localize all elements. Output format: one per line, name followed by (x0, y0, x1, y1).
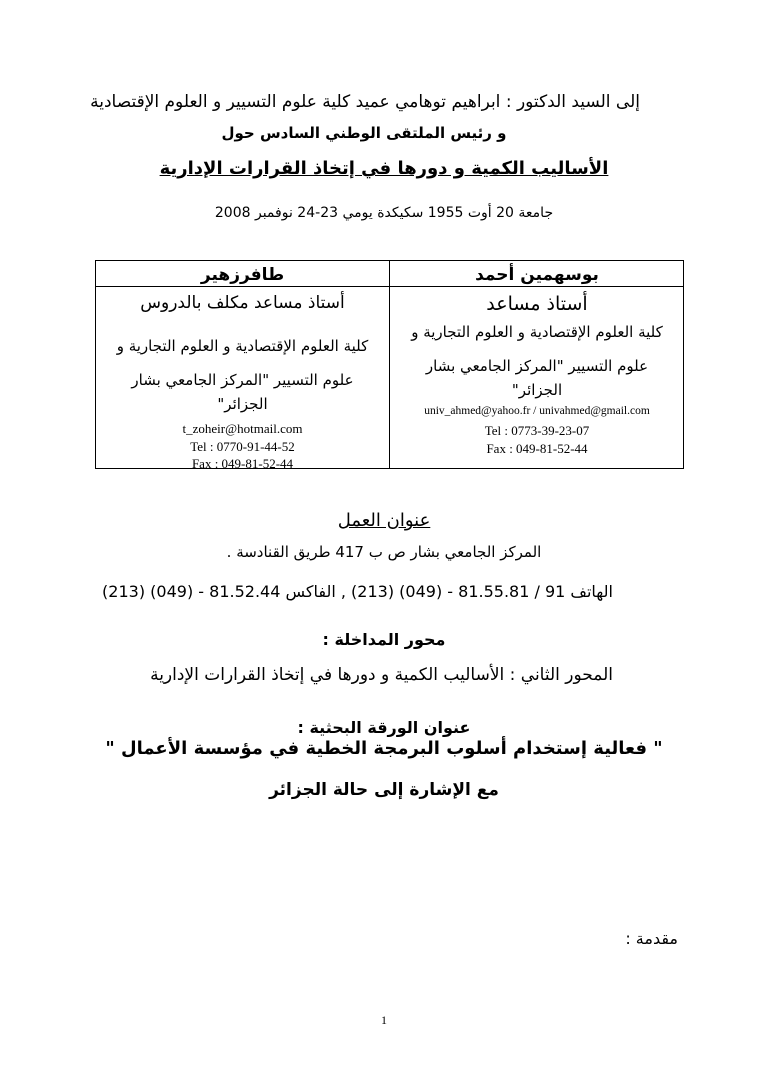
work-address: المركز الجامعي بشار ص ب 417 طريق القنادسة . (226, 543, 542, 561)
paper-title: " فعالية إستخدام أسلوب البرمجة الخطية في مؤسسة الأعمال " (105, 738, 663, 759)
author-name: طافرزهير (200, 265, 285, 285)
author-card-left (96, 261, 389, 471)
authors-table (95, 260, 684, 469)
author-tel: Tel : 0770-91-44-52 (190, 439, 295, 454)
author-name: بوسهمين أحمد (475, 265, 599, 285)
paper-heading: عنوان الورقة البحثية : (297, 718, 471, 737)
axis-text: المحور الثاني : الأساليب الكمية و دورها في إتخاذ القرارات الإدارية (150, 665, 613, 685)
author-card-right (390, 261, 684, 468)
axis-heading: محور المداخلة : (322, 630, 446, 649)
author-institution: علوم التسيير "المركز الجامعي بشار (425, 357, 649, 375)
conference-title: الأساليب الكمية و دورها في إتخاذ القرارات الإدارية (159, 158, 609, 179)
phone-fax-line: الهاتف 91 / 81.55.81 - (049) (213) , الفاكس 81.52.44 - (049) (213) (102, 582, 613, 601)
author-email: univ_ahmed@yahoo.fr / univahmed@gmail.com (424, 405, 650, 417)
author-email: t_zoheir@hotmail.com (182, 421, 303, 436)
venue-dates: جامعة 20 أوت 1955 سكيكدة يومي 23-24 نوفمبر 2008 (214, 205, 554, 221)
author-fax: Fax : 049-81-52-44 (191, 456, 294, 471)
author-institution: علوم التسيير "المركز الجامعي بشار (131, 371, 354, 389)
author-tel: Tel : 0773-39-23-07 (484, 423, 590, 438)
author-faculty: كلية العلوم الإقتصادية و العلوم التجارية و (411, 323, 663, 341)
author-faculty: كلية العلوم الإقتصادية و العلوم التجارية و (116, 337, 369, 355)
recipient-line: إلى السيد الدكتور : ابراهيم توهامي عميد كلية علوم التسيير و العلوم الإقتصادية (90, 92, 640, 112)
author-rank: أستاذ مساعد (486, 293, 588, 315)
author-country: الجزائر" (217, 395, 268, 413)
paper-subtitle: مع الإشارة إلى حالة الجزائر (269, 780, 499, 800)
intro-heading: مقدمة : (625, 929, 678, 948)
recipient-line-2: و رئيس الملتقى الوطني السادس حول (221, 124, 507, 142)
page-number: 1 (381, 1013, 387, 1027)
work-address-heading: عنوان العمل (337, 510, 431, 531)
author-country: الجزائر" (511, 381, 563, 399)
author-fax: Fax : 049-81-52-44 (486, 441, 588, 456)
author-rank: أستاذ مساعد مكلف بالدروس (140, 293, 345, 313)
